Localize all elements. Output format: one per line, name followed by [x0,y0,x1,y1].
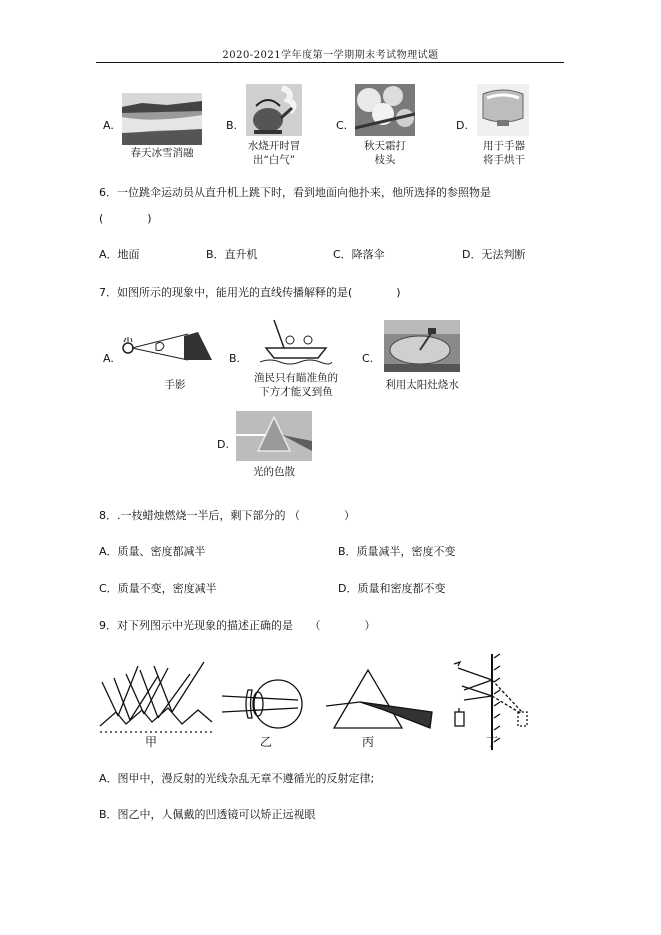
q9-option-a: A．图甲中，漫反射的光线杂乱无章不遵循光的反射定律; [99,772,375,785]
snow-melting-image [122,93,202,145]
q5-option-b-letter: B. [226,119,238,132]
kettle-image [246,84,302,136]
q5-option-b-caption: 水烧开时冒 出“白气” [247,140,301,166]
hand-dryer-image [477,84,529,136]
figure-label-jia: 甲 [144,735,157,749]
q5-option-c-letter: C. [336,119,348,132]
diffuse-reflection-diagram [100,662,212,732]
figure-label-yi: 乙 [259,735,272,749]
fishing-boat-image [260,318,332,366]
eye-lens-diagram [222,680,302,728]
q8-stem: 8．.一枝蜡烛燃烧一半后，剩下部分的 （ ） [99,509,355,522]
figure-label-ding: 丁 [485,735,498,749]
hand-shadow-image [118,330,214,364]
q7-stem: 7．如图所示的现象中，能用光的直线传播解释的是( ) [99,286,401,299]
frost-branch-image [355,84,415,136]
q8-option-b: B．质量减半，密度不变 [338,545,456,558]
q6-option-c: C．降落伞 [333,248,385,261]
solar-cooker-image [384,320,460,372]
q8-option-c: C．质量不变，密度减半 [99,582,217,595]
header-rule [96,62,564,63]
q7-option-c-caption: 利用太阳灶烧水 [385,379,459,391]
q7-option-a-letter: A. [103,352,114,365]
q5-option-a-caption: 春天冰雪消融 [130,147,194,159]
figure-label-bing: 丙 [361,735,374,749]
q6-option-d: D．无法判断 [462,248,526,261]
q7-option-b-caption: 渔民只有瞄准鱼的 下方才能叉到鱼 [254,372,338,398]
q9-option-b: B．图乙中，人佩戴的凹透镜可以矫正远视眼 [99,808,316,821]
q7-option-d-caption: 光的色散 [253,466,295,478]
q7-option-a-caption: 手影 [164,379,186,391]
q7-option-c-letter: C. [362,352,374,365]
q6-stem: 6．一位跳伞运动员从直升机上跳下时，看到地面向他扑来，他所选择的参照物是 [99,186,491,199]
q7-option-b-letter: B. [229,352,241,365]
q8-option-d: D．质量和密度都不变 [338,582,446,595]
q5-option-d-caption: 用于手器 将手烘干 [483,140,525,166]
page-header: 2020-2021学年度第一学期期末考试物理试题 [222,50,439,61]
prism-diagram [326,670,432,728]
q6-option-b: B．直升机 [206,248,258,261]
q9-figure [98,652,530,752]
q5-option-d-letter: D. [456,119,468,132]
q5-option-c-caption: 秋天霜打 枝头 [364,140,406,166]
q7-option-d-letter: D. [217,438,229,451]
q6-option-a: A．地面 [99,248,140,261]
q5-option-a-letter: A. [103,119,114,132]
q6-blank: ( ) [99,212,152,225]
q8-option-a: A．质量、密度都减半 [99,545,206,558]
prism-dispersion-image [236,411,312,461]
q9-stem: 9．对下列图示中光现象的描述正确的是 （ ） [99,619,376,632]
